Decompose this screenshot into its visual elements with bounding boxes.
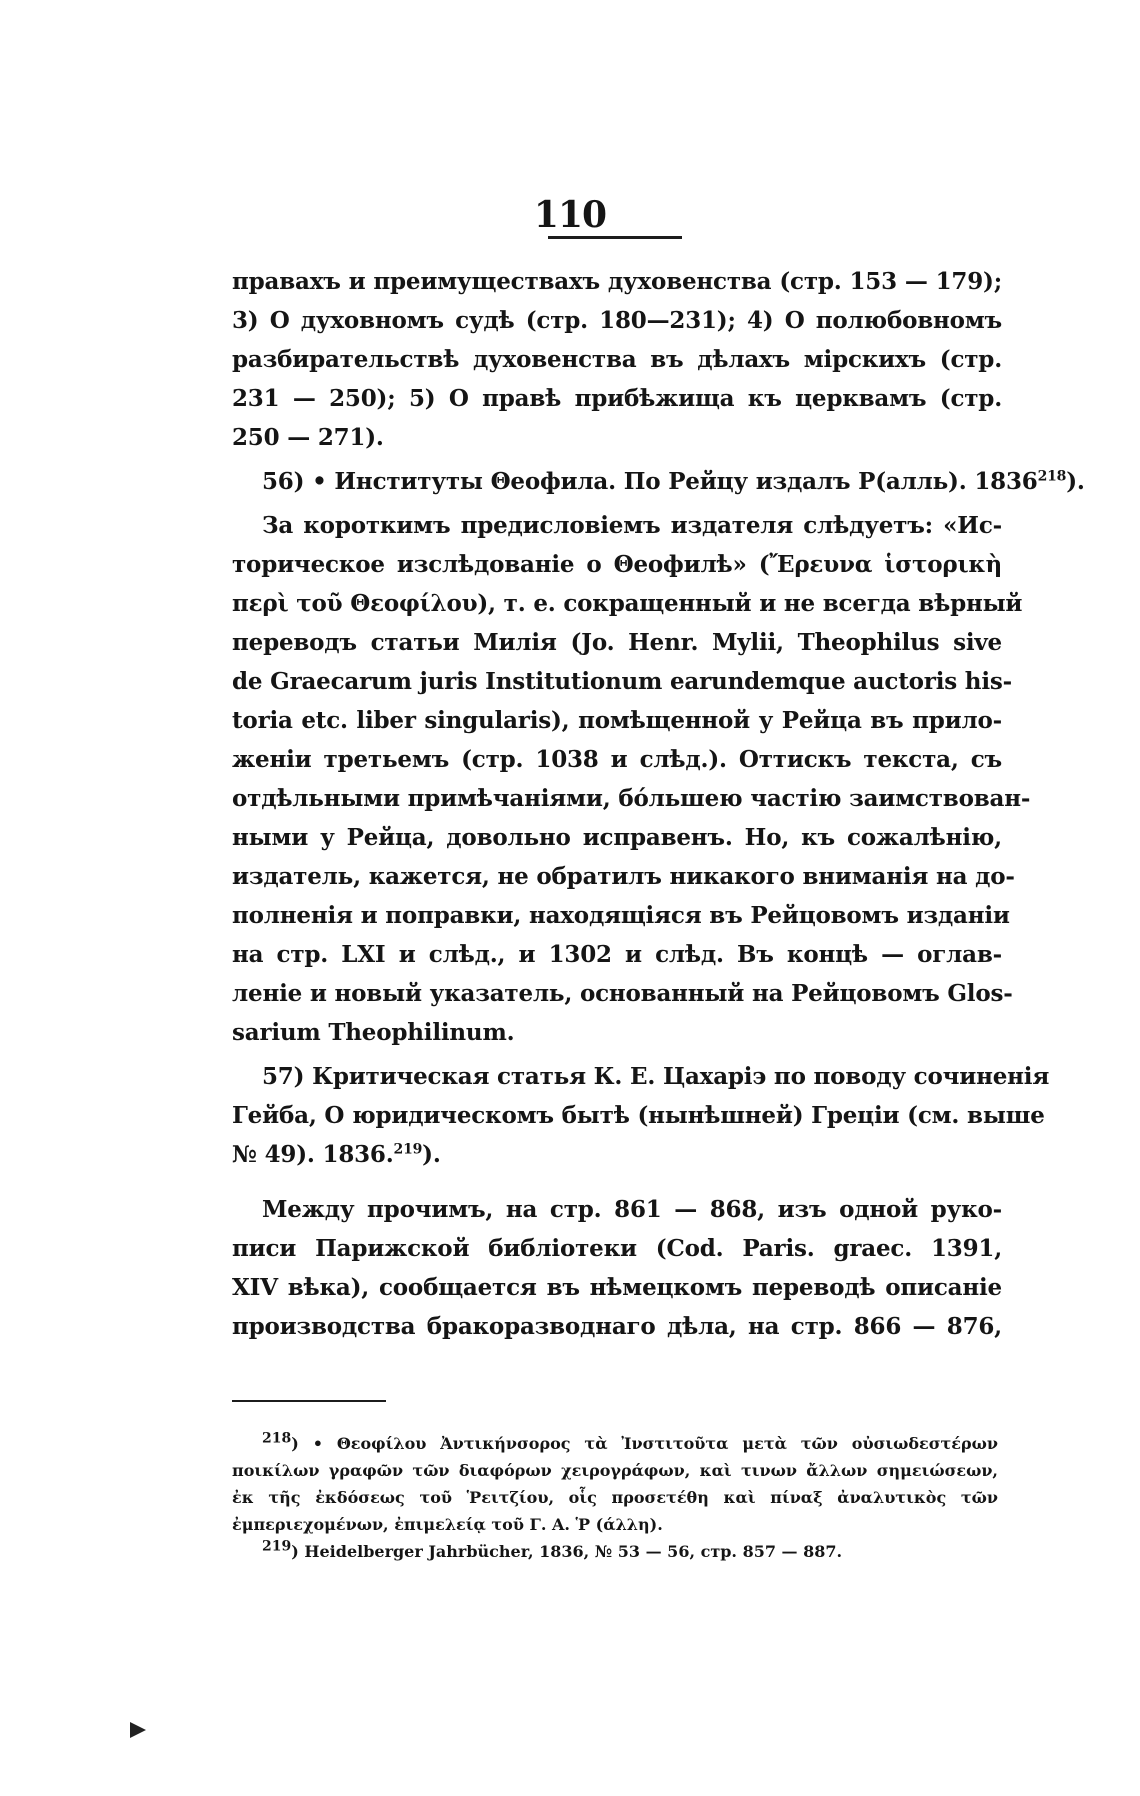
text-line: За короткимъ предисловіемъ издателя слѣдуетъ: «Ис- xyxy=(262,512,1002,539)
text-line: переводъ статьи Милія (Jo. Henr. Mylii, Theophilus sive xyxy=(232,629,1002,656)
text-line: разбирательствѣ духовенства въ дѣлахъ мірскихъ (стр. xyxy=(232,346,1002,373)
text-line: sarium Theophilinum. xyxy=(232,1019,515,1046)
text-line: отдѣльными примѣчаніями, бóльшею частію заимствован- xyxy=(232,785,1031,812)
footnote-ref-close: ). xyxy=(422,1141,441,1168)
text-line: правахъ и преимуществахъ духовенства (стр. 153 — 179); xyxy=(232,268,1002,295)
entry-56-heading xyxy=(232,462,1085,501)
header-rule xyxy=(548,236,682,239)
text-line: торическое изслѣдованіе о Θеофилѣ» (Ἔρευνα ἱστορικὴ xyxy=(232,551,1002,578)
footnotes xyxy=(232,1430,998,1565)
footnote-218-line: ἐμπεριεχομένων, ἐπιμελείᾳ τοῦ Γ. Α. Ῥ (άλλη). xyxy=(232,1515,663,1534)
text-line: 231 — 250); 5) О правѣ прибѣжища къ церквамъ (стр. xyxy=(232,385,1002,412)
text-line: производства бракоразводнаго дѣла, на стр. 866 — 876, xyxy=(232,1313,1002,1340)
text-line: Гейба, О юридическомъ бытѣ (нынѣшней) Греціи (см. выше xyxy=(232,1102,1045,1129)
text-line: Между прочимъ, на стр. 861 — 868, изъ одной руко- xyxy=(262,1196,1002,1223)
text-line: на стр. LXI и слѣд., и 1302 и слѣд. Въ концѣ — оглав- xyxy=(232,941,1002,968)
text-line: женіи третьемъ (стр. 1038 и слѣд.). Оттискъ текста, съ xyxy=(232,746,1002,773)
footnote-ref-close: ). xyxy=(1066,468,1085,495)
footnote-ref-219: 219 xyxy=(393,1141,423,1158)
entry-57-date-text: № 49). 1836. xyxy=(232,1141,394,1168)
entry-56-title: 56) • Институты Θеофила. По Рейцу издалъ Р(алль). 1836 xyxy=(262,468,1038,495)
text-line: de Graecarum juris Institutionum earundemque auctoris his- xyxy=(232,668,1012,695)
text-line: περὶ τοῦ Θεοφίλου), т. е. сокращенный и не всегда вѣрный xyxy=(232,590,1023,617)
main-text xyxy=(232,262,1085,1346)
text-line: toria etc. liber singularis), помѣщенной у Рейца въ прило- xyxy=(232,707,1002,734)
footnote-218 xyxy=(232,1430,998,1457)
margin-arrow-icon xyxy=(130,1722,146,1738)
footnote-219-text: ) Heidelberger Jahrbücher, 1836, № 53 — 56, стр. 857 — 887. xyxy=(291,1542,843,1561)
footnote-rule xyxy=(232,1400,386,1402)
footnote-219 xyxy=(232,1538,998,1565)
text-line: писи Парижской библіотеки (Cod. Paris. graec. 1391, xyxy=(232,1235,1002,1262)
page-number: 110 xyxy=(533,194,607,236)
text-line: ными у Рейца, довольно исправенъ. Но, къ сожалѣнію, xyxy=(232,824,1002,851)
footnote-218-mark: 218 xyxy=(262,1430,292,1447)
footnote-218-line: ἐκ τῆς ἐκδόσεως τοῦ Ῥειτζίου, οἷς προσετέθη καὶ πίναξ ἀναλυτικὸς τῶν xyxy=(232,1488,998,1507)
entry-57-heading: 57) Критическая статья К. Е. Цахаріэ по поводу сочиненія xyxy=(262,1063,1050,1090)
text-line: издатель, кажется, не обратилъ никакого вниманія на до- xyxy=(232,863,1015,890)
text-line: 250 — 271). xyxy=(232,424,384,451)
entry-57-date xyxy=(232,1135,1002,1174)
footnote-218-line: ) • Θεοφίλου Ἀντικήνσορος τὰ Ἰνστιτοῦτα μετὰ τῶν οὐσιωδεστέρων xyxy=(291,1434,998,1453)
text-line: 3) О духовномъ судѣ (стр. 180—231); 4) О полюбовномъ xyxy=(232,307,1002,334)
footnote-218-line: ποικίλων γραφῶν τῶν διαφόρων χειρογράφων, καὶ τινων ἄλλων σημειώσεων, xyxy=(232,1461,998,1480)
footnote-219-mark: 219 xyxy=(262,1538,292,1555)
text-line: леніе и новый указатель, основанный на Рейцовомъ Glos- xyxy=(232,980,1013,1007)
text-line: полненія и поправки, находящіяся въ Рейцовомъ изданіи xyxy=(232,902,1010,929)
footnote-ref-218: 218 xyxy=(1037,468,1067,485)
text-line: XIV вѣка), сообщается въ нѣмецкомъ переводѣ описаніе xyxy=(232,1274,1002,1301)
